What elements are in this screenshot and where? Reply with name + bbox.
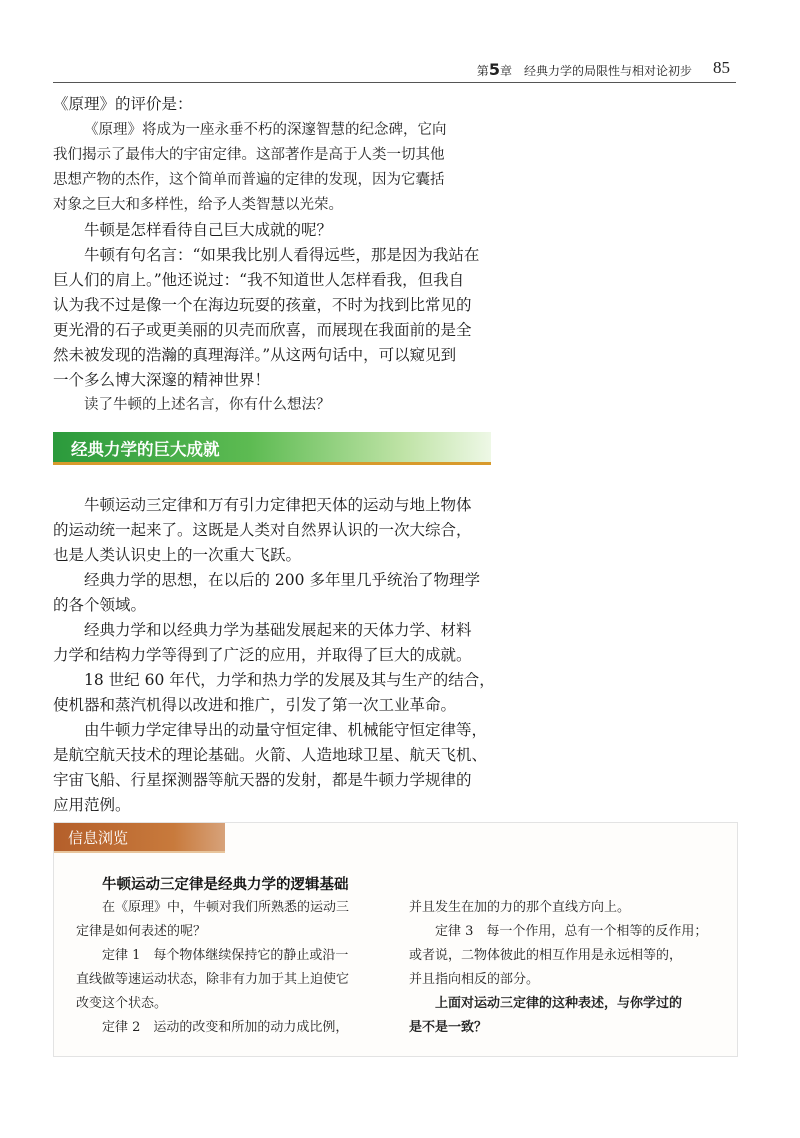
section-line: 由牛顿力学定律导出的动量守恒定律、机械能守恒定律等， bbox=[84, 721, 488, 739]
quote-line: 《原理》将成为一座永垂不朽的深邃智慧的纪念碑，它向 bbox=[84, 122, 447, 138]
info-line: 或者说，二物体彼此的相互作用是永远相等的， bbox=[409, 948, 683, 963]
body-line: 巨人们的肩上。”他还说过：“我不知道世人怎样看我，但我自 bbox=[53, 271, 465, 289]
info-tab-label: 信息浏览 bbox=[68, 829, 129, 847]
section-heading-bar bbox=[53, 432, 491, 465]
info-line: 在《原理》中，牛顿对我们所熟悉的运动三 bbox=[102, 900, 350, 915]
quote-line: 思想产物的杰作，这个简单而普遍的定律的发现，因为它囊括 bbox=[53, 172, 445, 188]
info-right-column bbox=[409, 896, 719, 1040]
info-question-line: 上面对运动三定律的这种表述，与你学过的 bbox=[435, 996, 683, 1011]
section-line: 牛顿运动三定律和万有引力定律把天体的运动与地上物体 bbox=[84, 496, 472, 514]
section-line: 经典力学的思想，在以后的 200 多年里几乎统治了物理学 bbox=[84, 571, 480, 589]
info-question-line: 是不是一致？ bbox=[409, 1020, 488, 1035]
info-left-column bbox=[76, 896, 396, 1040]
body-line: 《原理》的评价是： bbox=[53, 95, 193, 113]
section-line: 经典力学和以经典力学为基础发展起来的天体力学、材料 bbox=[84, 621, 472, 639]
body-line: 然未被发现的浩瀚的真理海洋。”从这两句话中，可以窥见到 bbox=[53, 346, 457, 364]
section-line: 18 世纪 60 年代，力学和热力学的发展及其与生产的结合， bbox=[84, 671, 495, 689]
info-line: 改变这个状态。 bbox=[76, 996, 168, 1011]
question-line: 读了牛顿的上述名言，你有什么想法？ bbox=[84, 397, 331, 413]
info-title: 牛顿运动三定律是经典力学的逻辑基础 bbox=[102, 877, 349, 893]
body-line: 牛顿有句名言：“如果我比别人看得远些，那是因为我站在 bbox=[84, 246, 480, 264]
section-line: 也是人类认识史上的一次重大飞跃。 bbox=[53, 546, 302, 564]
section-line: 是航空航天技术的理论基础。火箭、人造地球卫星、航天飞机、 bbox=[53, 746, 488, 764]
section-line: 力学和结构力学等得到了广泛的应用，并取得了巨大的成就。 bbox=[53, 646, 472, 664]
section-line: 使机器和蒸汽机得以改进和推广，引发了第一次工业革命。 bbox=[53, 696, 457, 714]
quote-line: 对象之巨大和多样性，给予人类智慧以光荣。 bbox=[53, 197, 343, 213]
info-line: 定律 3 每一个作用，总有一个相等的反作用； bbox=[435, 924, 708, 939]
body-line: 一个多么博大深邃的精神世界！ bbox=[53, 371, 271, 389]
info-line: 并且指向相反的部分。 bbox=[409, 972, 540, 987]
info-tab bbox=[54, 823, 225, 853]
body-line: 牛顿是怎样看待自己巨大成就的呢？ bbox=[84, 221, 333, 239]
page-header bbox=[53, 58, 736, 83]
info-line: 直线做等速运动状态，除非有力加于其上迫使它 bbox=[76, 972, 350, 987]
info-line: 并且发生在加的力的那个直线方向上。 bbox=[409, 900, 631, 915]
section-title: 经典力学的巨大成就 bbox=[71, 440, 220, 459]
chapter-heading: 第5章 经典力学的局限性与相对论初步 bbox=[476, 60, 692, 79]
body-line: 认为我不过是像一个在海边玩耍的孩童，不时为找到比常见的 bbox=[53, 296, 472, 314]
section-line: 应用范例。 bbox=[53, 796, 131, 814]
page-number: 85 bbox=[713, 58, 730, 77]
quote-line: 我们揭示了最伟大的宇宙定律。这部著作是高于人类一切其他 bbox=[53, 147, 445, 163]
body-line: 更光滑的石子或更美丽的贝壳而欣喜，而展现在我面前的是全 bbox=[53, 321, 472, 339]
info-line: 定律 1 每个物体继续保持它的静止或沿一 bbox=[102, 948, 349, 963]
info-line: 定律是如何表述的呢？ bbox=[76, 924, 207, 939]
info-line: 定律 2 运动的改变和所加的动力成比例， bbox=[102, 1020, 349, 1035]
section-line: 的运动统一起来了。这既是人类对自然界认识的一次大综合， bbox=[53, 521, 472, 539]
info-box bbox=[53, 822, 738, 1057]
section-line: 宇宙飞船、行星探测器等航天器的发射，都是牛顿力学规律的 bbox=[53, 771, 472, 789]
section-line: 的各个领域。 bbox=[53, 596, 147, 614]
